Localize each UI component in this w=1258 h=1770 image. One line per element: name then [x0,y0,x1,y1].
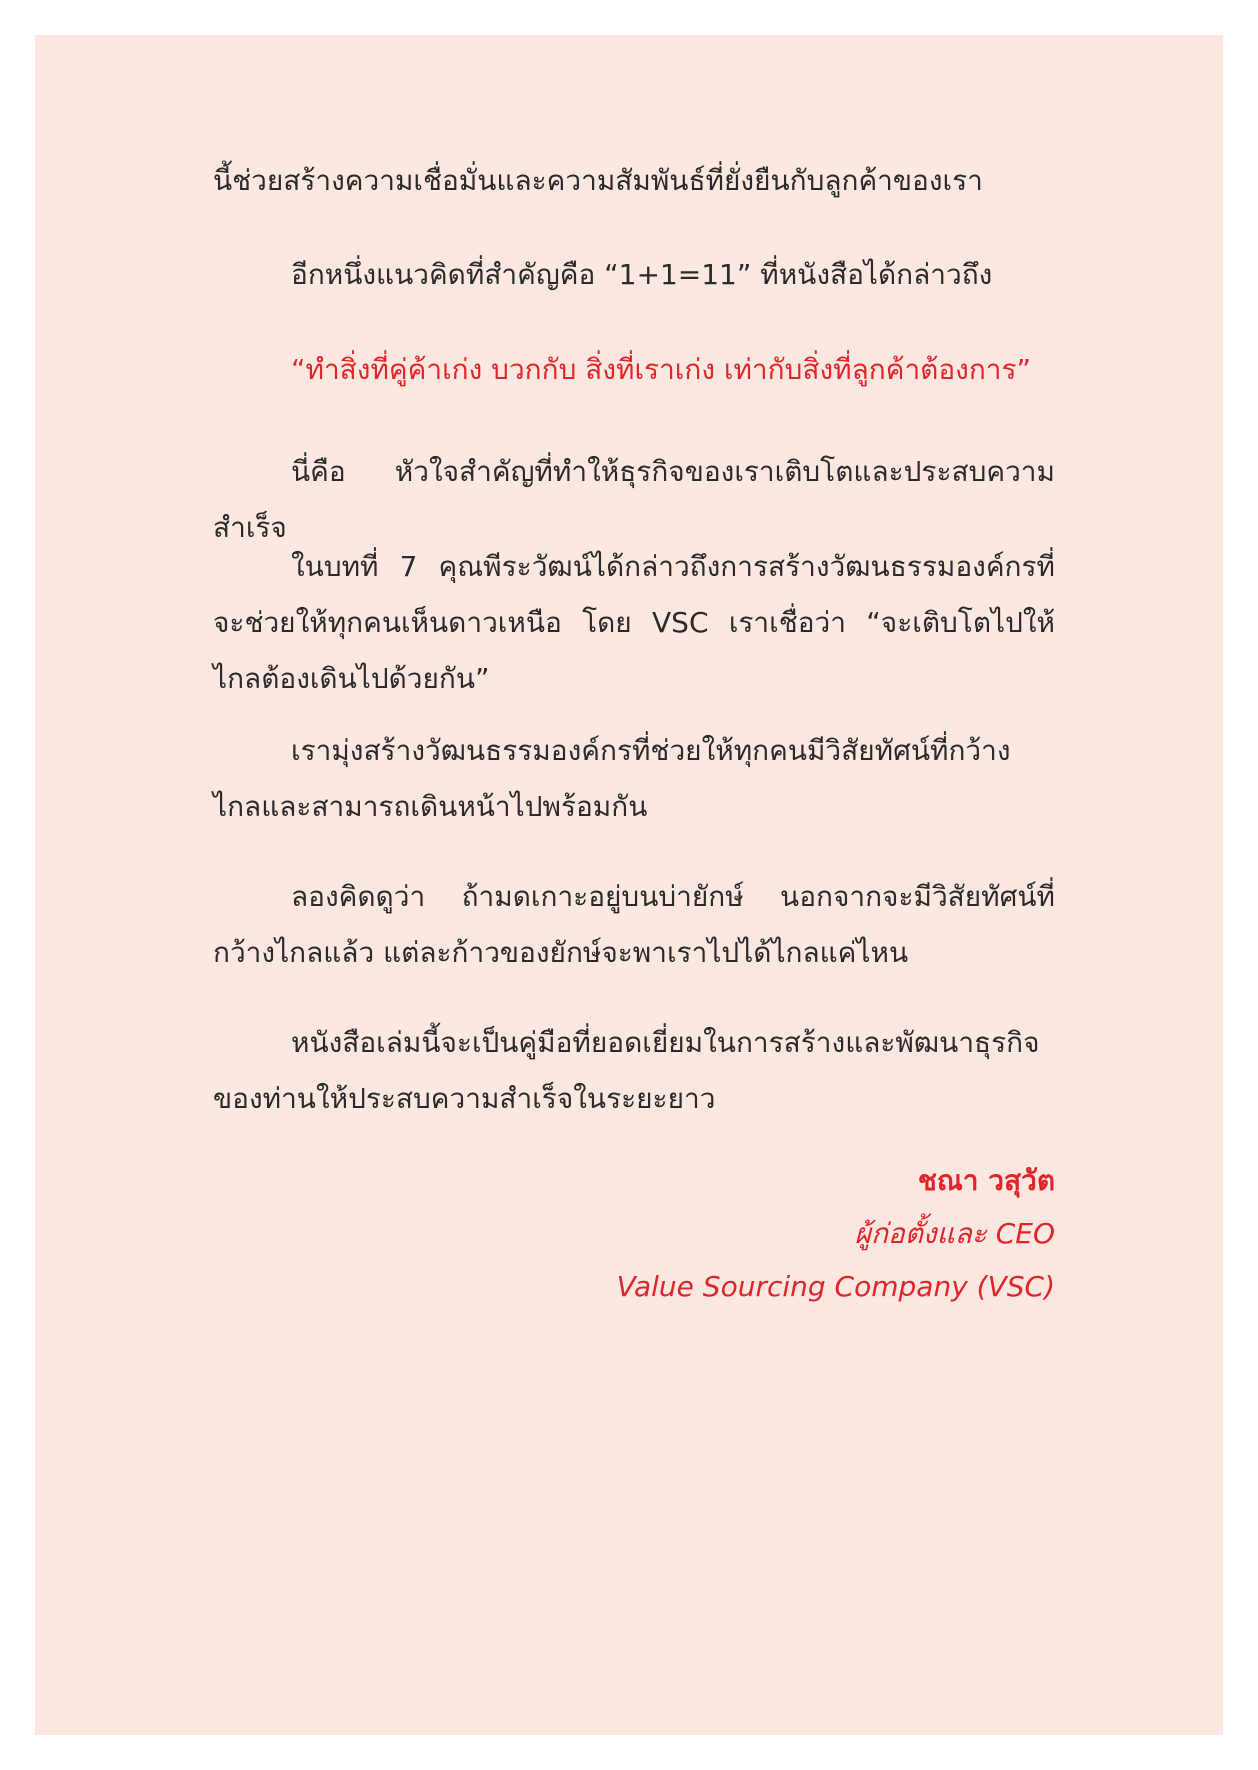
paragraph-book-recommendation: หนังสือเล่มนี้จะเป็นคู่มือที่ยอดเยี่ยมในการสร้างและพัฒนาธุรกิจของท่านให้ประสบความสำเร็จในระยะยาว [213,1026,1040,1115]
paragraph-concept-1plus1: อีกหนึ่งแนวคิดที่สำคัญคือ “1+1=11” ที่หนังสือได้กล่าวถึง [291,258,993,291]
paragraph-key-to-success: นี่คือ หัวใจสำคัญที่ทำให้ธุรกิจของเราเติบโตและประสบความสำเร็จ [213,455,1055,544]
paragraph-continuation: นี้ช่วยสร้างความเชื่อมั่นและความสัมพันธ์ที่ยั่งยืนกับลูกค้าของเรา [213,164,983,197]
signature-title: ผู้ก่อตั้งและ CEO [854,1217,1055,1250]
paragraph-chapter-7: ในบทที่ 7 คุณพีระวัฒน์ได้กล่าวถึงการสร้างวัฒนธรรมองค์กรที่จะช่วยให้ทุกคนเห็นดาวเหนือ โดย VSC เราเชื่อว่า “จะเติบโตไปให้ไกลต้องเดินไปด้วยกัน” [213,550,1055,695]
signature-name: ชณา วสุวัต [917,1164,1055,1197]
paragraph-ant-on-giant: ลองคิดดูว่า ถ้ามดเกาะอยู่บนบ่ายักษ์ นอกจากจะมีวิสัยทัศน์ที่กว้างไกลแล้ว แต่ละก้าวของยักษ์จะพาเราไปได้ไกลแค่ไหน [213,880,1055,969]
paragraph-organization-culture: เรามุ่งสร้างวัฒนธรรมองค์กรที่ช่วยให้ทุกคนมีวิสัยทัศน์ที่กว้างไกลและสามารถเดินหน้าไปพร้อมกัน [213,734,1011,823]
highlight-quote: “ทำสิ่งที่คู่ค้าเก่ง บวกกับ สิ่งที่เราเก่ง เท่ากับสิ่งที่ลูกค้าต้องการ” [291,353,1032,386]
signature-company: Value Sourcing Company (VSC) [616,1270,1055,1303]
